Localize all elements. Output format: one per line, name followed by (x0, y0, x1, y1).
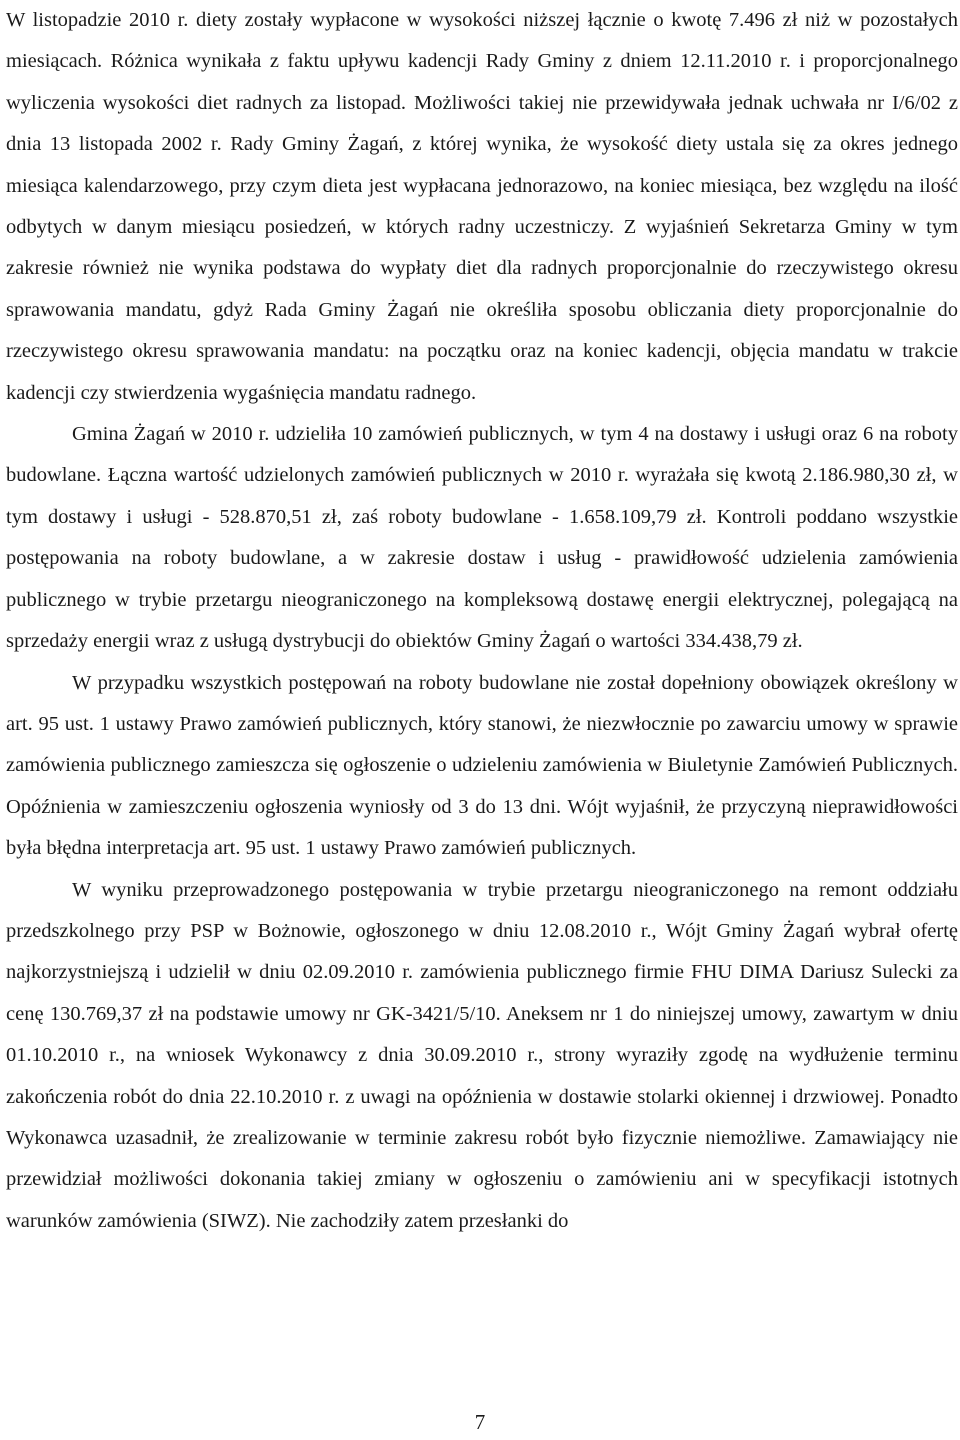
document-page (6, 0, 958, 1242)
paragraph-ogloszenia: W przypadku wszystkich postępowań na roboty budowlane nie został dopełniony obowiązek określony w art. 95 ust. 1 ustawy Prawo zamówień publicznych, który stanowi, że niezwłocznie po zawarciu umowy w sprawie zamówienia publicznego zamieszcza się ogłoszenie o udzieleniu zamówienia w Biuletynie Zamówień Publicznych. Opóźnienia w zamieszczeniu ogłoszenia wyniosły od 3 do 13 dni. Wójt wyjaśnił, że przyczyną nieprawidłowości była błędna interpretacja art. 95 ust. 1 ustawy Prawo zamówień publicznych. (6, 671, 958, 860)
paragraph-remont: W wyniku przeprowadzonego postępowania w trybie przetargu nieograniczonego na remont oddziału przedszkolnego przy PSP w Bożnowie, ogłoszonego w dniu 12.08.2010 r., Wójt Gminy Żagań wybrał ofertę najkorzystniejszą i udzielił w dniu 02.09.2010 r. zamówienia publicznego firmie FHU DIMA Dariusz Sulecki za cenę 130.769,37 zł na podstawie umowy nr GK-3421/5/10. Aneksem nr 1 do niniejszej umowy, zawartym w dniu 01.10.2010 r., na wniosek Wykonawcy z dnia 30.09.2010 r., strony wyraziły zgodę na wydłużenie terminu zakończenia robót do dnia 22.10.2010 r. z uwagi na opóźnienia w dostawie stolarki okiennej i drzwiowej. Ponadto Wykonawca uzasadnił, że zrealizowanie w terminie zakresu robót było fizycznie niemożliwe. Zamawiający nie przewidział możliwości dokonania takiej zmiany w ogłoszeniu o zamówieniu ani w specyfikacji istotnych warunków zamówienia (SIWZ). Nie zachodziły zatem przesłanki do (6, 878, 958, 1232)
paragraph-diety: W listopadzie 2010 r. diety zostały wypłacone w wysokości niższej łącznie o kwotę 7.496 zł niż w pozostałych miesiącach. Różnica wynikała z faktu upływu kadencji Rady Gminy z dniem 12.11.2010 r. i proporcjonalnego wyliczenia wysokości diet radnych za listopad. Możliwości takiej nie przewidywała jednak uchwała nr I/6/02 z dnia 13 listopada 2002 r. Rady Gminy Żagań, z której wynika, że wysokość diety ustala się za okres jednego miesiąca kalendarzowego, przy czym dieta jest wypłacana jednorazowo, na koniec miesiąca, bez względu na ilość odbytych w danym miesiącu posiedzeń, w których radny uczestniczy. Z wyjaśnień Sekretarza Gminy w tym zakresie również nie wynika podstawa do wypłaty diet dla radnych proporcjonalnie do rzeczywistego okresu sprawowania mandatu, gdyż Rada Gminy Żagań nie określiła sposobu obliczania diety proporcjonalnie do rzeczywistego okresu sprawowania mandatu: na początku oraz na koniec kadencji, objęcia mandatu w trakcie kadencji czy stwierdzenia wygaśnięcia mandatu radnego. (6, 9, 958, 404)
paragraph-zamowienia: Gmina Żagań w 2010 r. udzieliła 10 zamówień publicznych, w tym 4 na dostawy i usługi oraz 6 na roboty budowlane. Łączna wartość udzielonych zamówień publicznych w 2010 r. wyrażała się kwotą 2.186.980,30 zł, w tym dostawy i usługi - 528.870,51 zł, zaś roboty budowlane - 1.658.109,79 zł. Kontroli poddano wszystkie postępowania na roboty budowlane, a w zakresie dostaw i usług - prawidłowość udzielenia zamówienia publicznego w trybie przetargu nieograniczonego na kompleksową dostawę energii elektrycznej, polegającą na sprzedaży energii wraz z usługą dystrybucji do obiektów Gminy Żagań o wartości 334.438,79 zł. (6, 423, 958, 653)
page-number: 7 (474, 1410, 486, 1434)
